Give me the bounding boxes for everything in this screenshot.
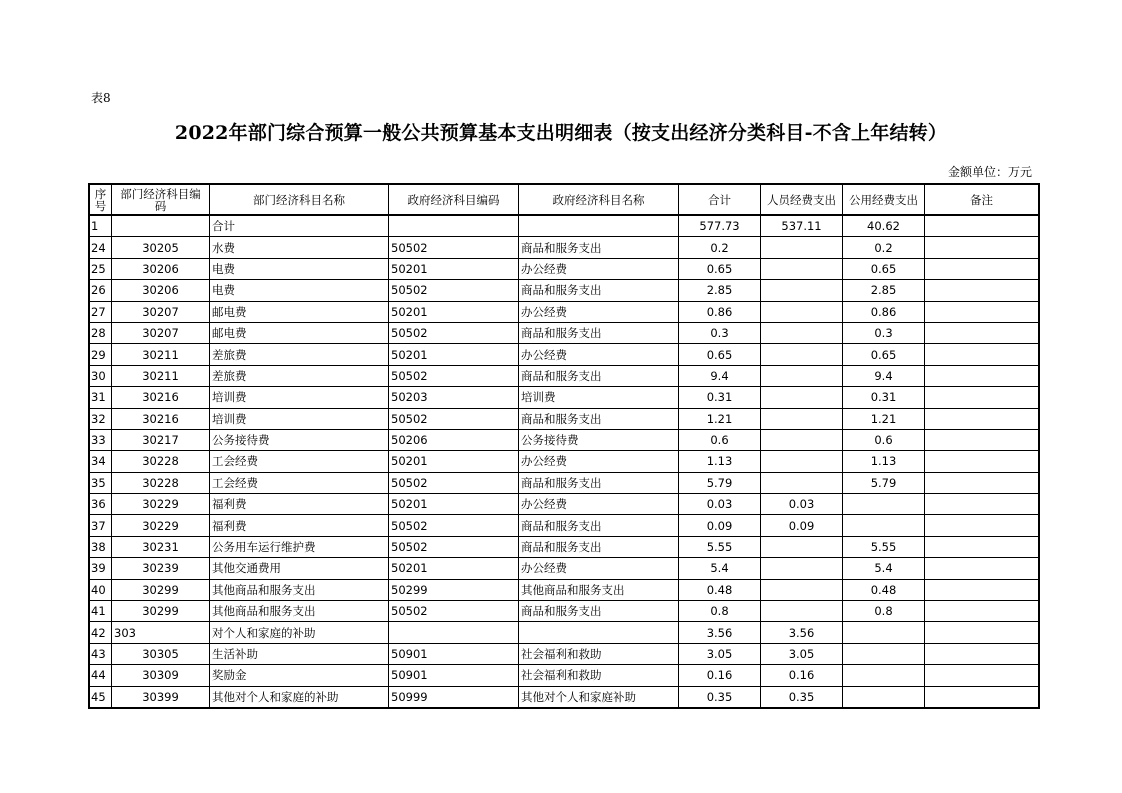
header-gov-code: 政府经济科目编码 — [389, 185, 519, 216]
cell-gov-code: 50201 — [389, 344, 519, 365]
cell-seq: 1 — [90, 215, 112, 237]
cell-dept-name: 其他交通费用 — [210, 558, 389, 579]
cell-total: 0.03 — [679, 494, 761, 515]
table-row — [90, 494, 1039, 515]
cell-gov-code: 50901 — [389, 665, 519, 686]
cell-public: 0.3 — [843, 322, 925, 343]
cell-personnel — [761, 579, 843, 600]
cell-dept-code: 30207 — [112, 301, 210, 322]
cell-remark — [925, 601, 1039, 622]
cell-dept-name: 工会经费 — [210, 472, 389, 493]
cell-gov-code: 50999 — [389, 686, 519, 707]
cell-remark — [925, 322, 1039, 343]
cell-public: 0.31 — [843, 387, 925, 408]
cell-seq: 40 — [90, 579, 112, 600]
cell-remark — [925, 301, 1039, 322]
table-row — [90, 344, 1039, 365]
cell-dept-name: 公务接待费 — [210, 429, 389, 450]
table-row — [90, 515, 1039, 536]
table-row — [90, 237, 1039, 258]
cell-gov-code: 50502 — [389, 365, 519, 386]
cell-gov-name: 商品和服务支出 — [519, 536, 679, 557]
cell-remark — [925, 643, 1039, 664]
cell-dept-code: 30206 — [112, 258, 210, 279]
cell-seq: 26 — [90, 280, 112, 301]
cell-dept-name: 合计 — [210, 215, 389, 237]
cell-total: 1.13 — [679, 451, 761, 472]
cell-dept-code: 30305 — [112, 643, 210, 664]
cell-seq: 37 — [90, 515, 112, 536]
table-row — [90, 622, 1039, 643]
cell-total: 0.65 — [679, 344, 761, 365]
cell-gov-code: 50201 — [389, 301, 519, 322]
table-row — [90, 365, 1039, 386]
cell-gov-name: 社会福利和救助 — [519, 665, 679, 686]
cell-dept-code: 30299 — [112, 601, 210, 622]
cell-total: 0.31 — [679, 387, 761, 408]
cell-public: 0.65 — [843, 344, 925, 365]
table-row — [90, 643, 1039, 664]
cell-gov-code — [389, 622, 519, 643]
cell-remark — [925, 258, 1039, 279]
cell-dept-code — [112, 215, 210, 237]
cell-gov-name: 公务接待费 — [519, 429, 679, 450]
cell-dept-code: 30205 — [112, 237, 210, 258]
cell-personnel — [761, 451, 843, 472]
cell-public — [843, 515, 925, 536]
cell-gov-name: 商品和服务支出 — [519, 601, 679, 622]
cell-personnel: 537.11 — [761, 215, 843, 237]
cell-dept-code: 303 — [112, 622, 210, 643]
cell-total: 0.86 — [679, 301, 761, 322]
cell-seq: 44 — [90, 665, 112, 686]
cell-seq: 36 — [90, 494, 112, 515]
cell-remark — [925, 215, 1039, 237]
cell-remark — [925, 579, 1039, 600]
cell-gov-code: 50502 — [389, 601, 519, 622]
cell-total: 2.85 — [679, 280, 761, 301]
cell-dept-code: 30399 — [112, 686, 210, 707]
cell-total: 0.65 — [679, 258, 761, 279]
cell-personnel — [761, 536, 843, 557]
cell-gov-name: 商品和服务支出 — [519, 322, 679, 343]
cell-personnel — [761, 237, 843, 258]
cell-dept-name: 其他商品和服务支出 — [210, 579, 389, 600]
table-header-row — [90, 185, 1039, 216]
cell-public — [843, 622, 925, 643]
table-row — [90, 686, 1039, 707]
cell-personnel — [761, 558, 843, 579]
cell-gov-code: 50201 — [389, 494, 519, 515]
cell-personnel — [761, 258, 843, 279]
cell-gov-name: 社会福利和救助 — [519, 643, 679, 664]
budget-detail-table — [89, 184, 1039, 708]
cell-personnel — [761, 365, 843, 386]
cell-public — [843, 494, 925, 515]
cell-gov-code: 50299 — [389, 579, 519, 600]
cell-seq: 41 — [90, 601, 112, 622]
cell-total: 1.21 — [679, 408, 761, 429]
cell-public: 0.2 — [843, 237, 925, 258]
header-remark: 备注 — [925, 185, 1039, 216]
cell-dept-name: 差旅费 — [210, 365, 389, 386]
table-row — [90, 472, 1039, 493]
cell-total: 0.2 — [679, 237, 761, 258]
cell-remark — [925, 472, 1039, 493]
cell-public: 1.21 — [843, 408, 925, 429]
cell-seq: 28 — [90, 322, 112, 343]
cell-gov-name: 办公经费 — [519, 558, 679, 579]
cell-gov-name: 商品和服务支出 — [519, 237, 679, 258]
header-seq: 序号 — [90, 185, 112, 216]
cell-dept-name: 培训费 — [210, 387, 389, 408]
cell-gov-name: 办公经费 — [519, 301, 679, 322]
cell-personnel — [761, 472, 843, 493]
cell-total: 577.73 — [679, 215, 761, 237]
cell-remark — [925, 365, 1039, 386]
cell-remark — [925, 408, 1039, 429]
cell-gov-name: 商品和服务支出 — [519, 408, 679, 429]
cell-gov-name: 商品和服务支出 — [519, 515, 679, 536]
cell-personnel — [761, 301, 843, 322]
cell-public — [843, 665, 925, 686]
cell-dept-name: 奖励金 — [210, 665, 389, 686]
cell-gov-code: 50201 — [389, 258, 519, 279]
cell-total: 0.09 — [679, 515, 761, 536]
cell-personnel — [761, 344, 843, 365]
cell-dept-code: 30231 — [112, 536, 210, 557]
cell-gov-name: 办公经费 — [519, 494, 679, 515]
cell-personnel: 0.03 — [761, 494, 843, 515]
cell-gov-name: 商品和服务支出 — [519, 280, 679, 301]
cell-remark — [925, 280, 1039, 301]
cell-gov-name — [519, 622, 679, 643]
cell-personnel — [761, 387, 843, 408]
cell-gov-name: 商品和服务支出 — [519, 365, 679, 386]
cell-dept-code: 30299 — [112, 579, 210, 600]
cell-dept-name: 生活补助 — [210, 643, 389, 664]
cell-dept-name: 公务用车运行维护费 — [210, 536, 389, 557]
cell-seq: 25 — [90, 258, 112, 279]
cell-gov-name: 其他商品和服务支出 — [519, 579, 679, 600]
cell-total: 0.16 — [679, 665, 761, 686]
cell-gov-code: 50502 — [389, 515, 519, 536]
cell-dept-code: 30239 — [112, 558, 210, 579]
cell-personnel — [761, 408, 843, 429]
cell-dept-code: 30309 — [112, 665, 210, 686]
cell-seq: 45 — [90, 686, 112, 707]
cell-gov-name: 商品和服务支出 — [519, 472, 679, 493]
cell-total: 5.55 — [679, 536, 761, 557]
cell-dept-name: 水费 — [210, 237, 389, 258]
cell-remark — [925, 686, 1039, 707]
cell-seq: 24 — [90, 237, 112, 258]
table-body — [90, 215, 1039, 707]
cell-public: 2.85 — [843, 280, 925, 301]
cell-seq: 31 — [90, 387, 112, 408]
cell-gov-name: 办公经费 — [519, 258, 679, 279]
cell-remark — [925, 451, 1039, 472]
cell-seq: 43 — [90, 643, 112, 664]
cell-remark — [925, 494, 1039, 515]
cell-dept-name: 差旅费 — [210, 344, 389, 365]
cell-dept-name: 其他商品和服务支出 — [210, 601, 389, 622]
cell-public: 5.55 — [843, 536, 925, 557]
cell-gov-code: 50201 — [389, 451, 519, 472]
cell-gov-name: 培训费 — [519, 387, 679, 408]
cell-public: 0.65 — [843, 258, 925, 279]
cell-gov-code — [389, 215, 519, 237]
cell-dept-name: 其他对个人和家庭的补助 — [210, 686, 389, 707]
cell-total: 0.35 — [679, 686, 761, 707]
cell-personnel: 0.16 — [761, 665, 843, 686]
cell-seq: 35 — [90, 472, 112, 493]
table-row — [90, 579, 1039, 600]
table-row — [90, 258, 1039, 279]
cell-seq: 33 — [90, 429, 112, 450]
cell-gov-code: 50502 — [389, 536, 519, 557]
cell-dept-code: 30229 — [112, 494, 210, 515]
cell-public: 0.86 — [843, 301, 925, 322]
cell-gov-code: 50502 — [389, 280, 519, 301]
cell-seq: 38 — [90, 536, 112, 557]
cell-dept-code: 30216 — [112, 387, 210, 408]
cell-dept-code: 30206 — [112, 280, 210, 301]
cell-seq: 27 — [90, 301, 112, 322]
table-row — [90, 215, 1039, 237]
cell-dept-name: 电费 — [210, 280, 389, 301]
cell-dept-name: 福利费 — [210, 515, 389, 536]
cell-remark — [925, 622, 1039, 643]
cell-public: 0.6 — [843, 429, 925, 450]
cell-personnel — [761, 601, 843, 622]
cell-remark — [925, 515, 1039, 536]
cell-seq: 39 — [90, 558, 112, 579]
table-row — [90, 451, 1039, 472]
cell-public: 9.4 — [843, 365, 925, 386]
table-row — [90, 408, 1039, 429]
cell-remark — [925, 665, 1039, 686]
table-number-label: 表8 — [91, 91, 111, 105]
cell-personnel: 3.56 — [761, 622, 843, 643]
cell-remark — [925, 344, 1039, 365]
cell-dept-name: 邮电费 — [210, 322, 389, 343]
cell-gov-code: 50502 — [389, 472, 519, 493]
table-row — [90, 558, 1039, 579]
cell-dept-code: 30207 — [112, 322, 210, 343]
cell-dept-name: 福利费 — [210, 494, 389, 515]
cell-personnel: 0.35 — [761, 686, 843, 707]
table-row — [90, 322, 1039, 343]
cell-gov-code: 50206 — [389, 429, 519, 450]
cell-personnel — [761, 322, 843, 343]
cell-total: 3.56 — [679, 622, 761, 643]
cell-public — [843, 686, 925, 707]
cell-total: 0.48 — [679, 579, 761, 600]
table-row — [90, 536, 1039, 557]
table-row — [90, 280, 1039, 301]
cell-public: 5.79 — [843, 472, 925, 493]
cell-total: 5.79 — [679, 472, 761, 493]
cell-public: 40.62 — [843, 215, 925, 237]
cell-personnel — [761, 429, 843, 450]
cell-dept-code: 30228 — [112, 451, 210, 472]
cell-remark — [925, 558, 1039, 579]
table-row — [90, 387, 1039, 408]
table-row — [90, 601, 1039, 622]
cell-gov-code: 50502 — [389, 322, 519, 343]
cell-total: 5.4 — [679, 558, 761, 579]
cell-total: 0.6 — [679, 429, 761, 450]
cell-remark — [925, 237, 1039, 258]
cell-total: 3.05 — [679, 643, 761, 664]
cell-dept-name: 电费 — [210, 258, 389, 279]
cell-gov-code: 50502 — [389, 408, 519, 429]
cell-gov-code: 50203 — [389, 387, 519, 408]
table-row — [90, 665, 1039, 686]
cell-total: 9.4 — [679, 365, 761, 386]
cell-dept-code: 30216 — [112, 408, 210, 429]
cell-public — [843, 643, 925, 664]
cell-gov-name: 办公经费 — [519, 451, 679, 472]
cell-seq: 42 — [90, 622, 112, 643]
cell-total: 0.3 — [679, 322, 761, 343]
header-dept-name: 部门经济科目名称 — [210, 185, 389, 216]
page-title: 2022年部门综合预算一般公共预算基本支出明细表（按支出经济分类科目-不含上年结转） — [174, 122, 948, 144]
cell-gov-name: 其他对个人和家庭补助 — [519, 686, 679, 707]
cell-remark — [925, 429, 1039, 450]
header-gov-name: 政府经济科目名称 — [519, 185, 679, 216]
cell-seq: 29 — [90, 344, 112, 365]
cell-seq: 34 — [90, 451, 112, 472]
cell-remark — [925, 536, 1039, 557]
cell-dept-code: 30228 — [112, 472, 210, 493]
cell-seq: 30 — [90, 365, 112, 386]
cell-gov-name: 办公经费 — [519, 344, 679, 365]
cell-dept-name: 对个人和家庭的补助 — [210, 622, 389, 643]
cell-personnel: 0.09 — [761, 515, 843, 536]
cell-remark — [925, 387, 1039, 408]
table-row — [90, 301, 1039, 322]
header-dept-code: 部门经济科目编码 — [112, 185, 210, 216]
cell-dept-code: 30211 — [112, 344, 210, 365]
cell-public: 1.13 — [843, 451, 925, 472]
cell-seq: 32 — [90, 408, 112, 429]
cell-public: 0.48 — [843, 579, 925, 600]
cell-personnel — [761, 280, 843, 301]
header-personnel: 人员经费支出 — [761, 185, 843, 216]
cell-dept-code: 30229 — [112, 515, 210, 536]
cell-personnel: 3.05 — [761, 643, 843, 664]
table-row — [90, 429, 1039, 450]
cell-gov-code: 50201 — [389, 558, 519, 579]
cell-gov-code: 50901 — [389, 643, 519, 664]
cell-dept-name: 培训费 — [210, 408, 389, 429]
cell-public: 5.4 — [843, 558, 925, 579]
header-public: 公用经费支出 — [843, 185, 925, 216]
cell-dept-code: 30217 — [112, 429, 210, 450]
cell-dept-code: 30211 — [112, 365, 210, 386]
cell-gov-code: 50502 — [389, 237, 519, 258]
cell-dept-name: 邮电费 — [210, 301, 389, 322]
cell-gov-name — [519, 215, 679, 237]
cell-dept-name: 工会经费 — [210, 451, 389, 472]
currency-unit-label: 金额单位：万元 — [947, 165, 1032, 179]
cell-public: 0.8 — [843, 601, 925, 622]
cell-total: 0.8 — [679, 601, 761, 622]
header-total: 合计 — [679, 185, 761, 216]
